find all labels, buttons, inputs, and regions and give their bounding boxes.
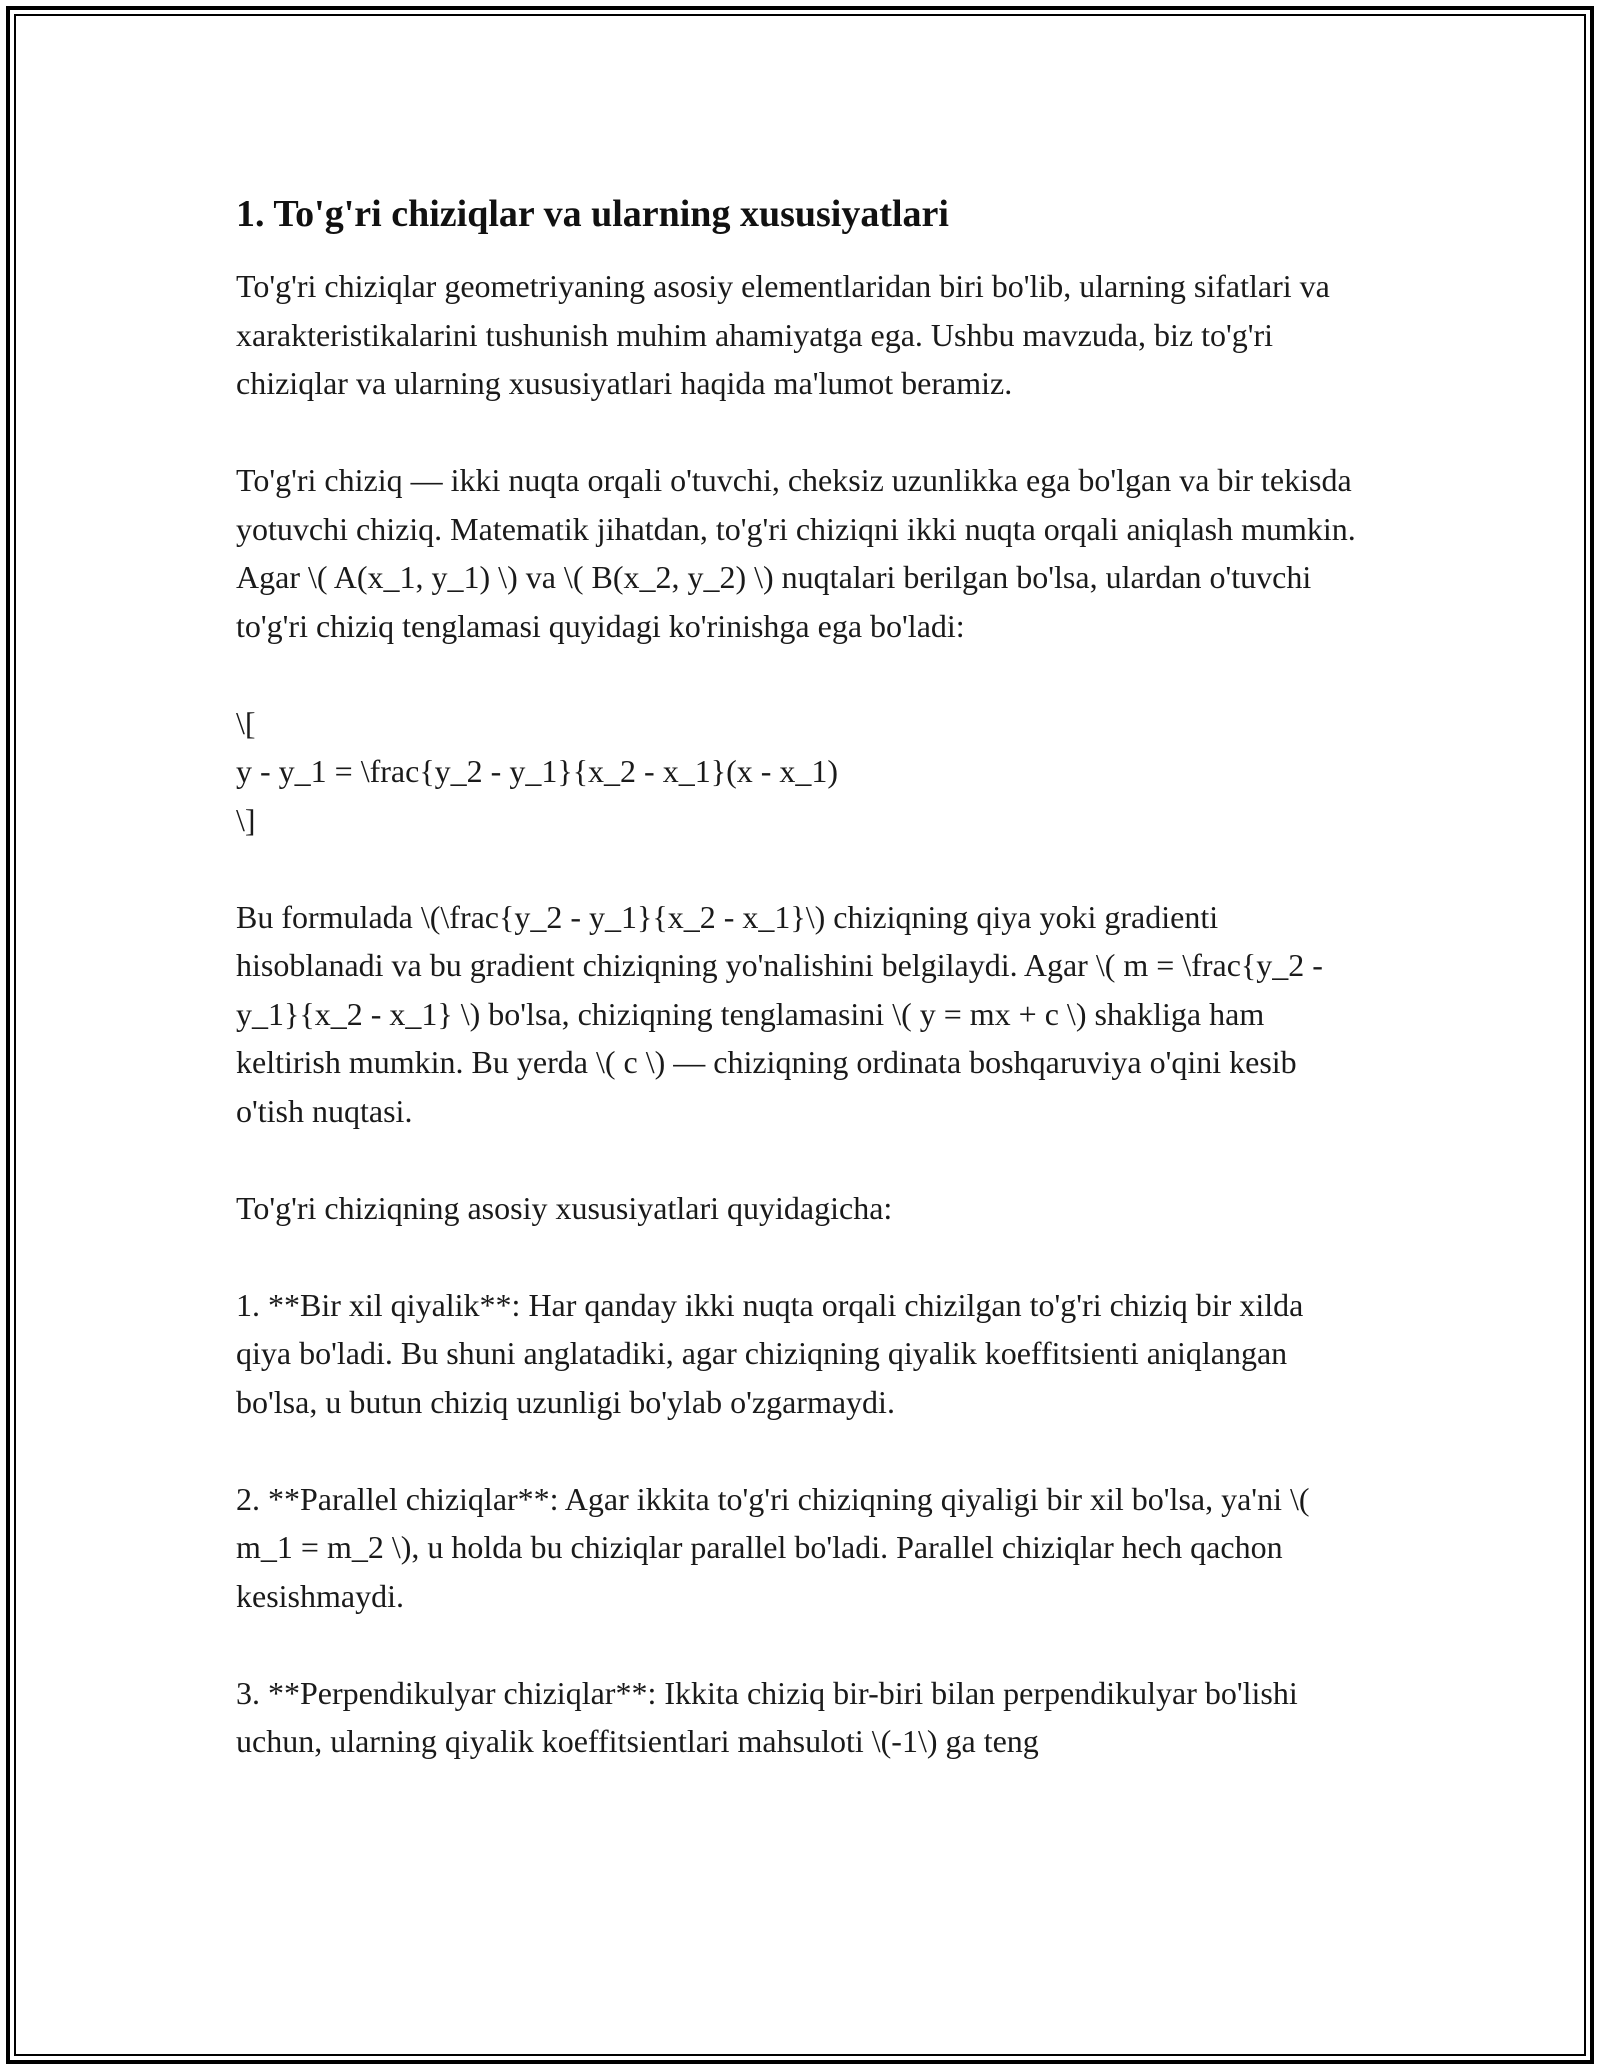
line-equation-formula: [236, 699, 1366, 845]
formula-close-delimiter: \]: [236, 801, 256, 838]
properties-intro: To'g'ri chiziqning asosiy xususiyatlari quyidagicha:: [236, 1189, 893, 1226]
document-body: [236, 190, 1366, 1814]
section-heading: 1. To'g'ri chiziqlar va ularning xususiyatlari: [236, 193, 949, 235]
intro-paragraph: To'g'ri chiziqlar geometriyaning asosiy elementlaridan biri bo'lib, ularning sifatlari va xarakteristikalarini tushunish muhim ahamiyatga ega. Ushbu mavzuda, biz to'g'ri chiziqlar va ularning xususiyatlari haqida ma'lumot beramiz.: [236, 268, 1330, 401]
property-item-3: 3. **Perpendikulyar chiziqlar**: Ikkita chiziq bir-biri bilan perpendikulyar bo'lishi uchun, ularning qiyalik koeffitsientlari mahsuloti \(-1\) ga teng: [236, 1674, 1298, 1759]
formula-body: y - y_1 = \frac{y_2 - y_1}{x_2 - x_1}(x - x_1): [236, 753, 839, 789]
property-item-1: 1. **Bir xil qiyalik**: Har qanday ikki nuqta orqali chizilgan to'g'ri chiziq bir xilda qiya bo'ladi. Bu shuni anglatadiki, agar chiziqning qiyalik koeffitsienti aniqlangan bo'lsa, u butun chiziq uzunligi bo'ylab o'zgarmaydi.: [236, 1286, 1304, 1420]
formula-open-delimiter: \[: [236, 704, 256, 741]
definition-paragraph: To'g'ri chiziq — ikki nuqta orqali o'tuvchi, cheksiz uzunlikka ega bo'lgan va bir tekisda yotuvchi chiziq. Matematik jihatdan, to'g'ri chiziqni ikki nuqta orqali aniqlash mumkin. Agar \( A(x_1, y_1) \) va \( B(x_2, y_2) \) nuqtalari berilgan bo'lsa, ulardan o'tuvchi to'g'ri chiziq tenglamasi quyidagi ko'rinishga ega bo'ladi:: [236, 462, 1356, 644]
explanation-paragraph: Bu formulada \(\frac{y_2 - y_1}{x_2 - x_1}\) chiziqning qiya yoki gradienti hisoblanadi va bu gradient chiziqning yo'nalishini belgilaydi. Agar \( m = \frac{y_2 - y_1}{x_2 - x_1} \) bo'lsa, chiziqning tenglamasini \( y = mx + c \) shakliga ham keltirish mumkin. Bu yerda \( c \) — chiziqning ordinata boshqaruviya o'qini kesib o'tish nuqtasi.: [236, 898, 1323, 1129]
property-item-2: 2. **Parallel chiziqlar**: Agar ikkita to'g'ri chiziqning qiyaligi bir xil bo'lsa, ya'ni \( m_1 = m_2 \), u holda bu chiziqlar parallel bo'ladi. Parallel chiziqlar hech qachon kesishmaydi.: [236, 1480, 1310, 1614]
